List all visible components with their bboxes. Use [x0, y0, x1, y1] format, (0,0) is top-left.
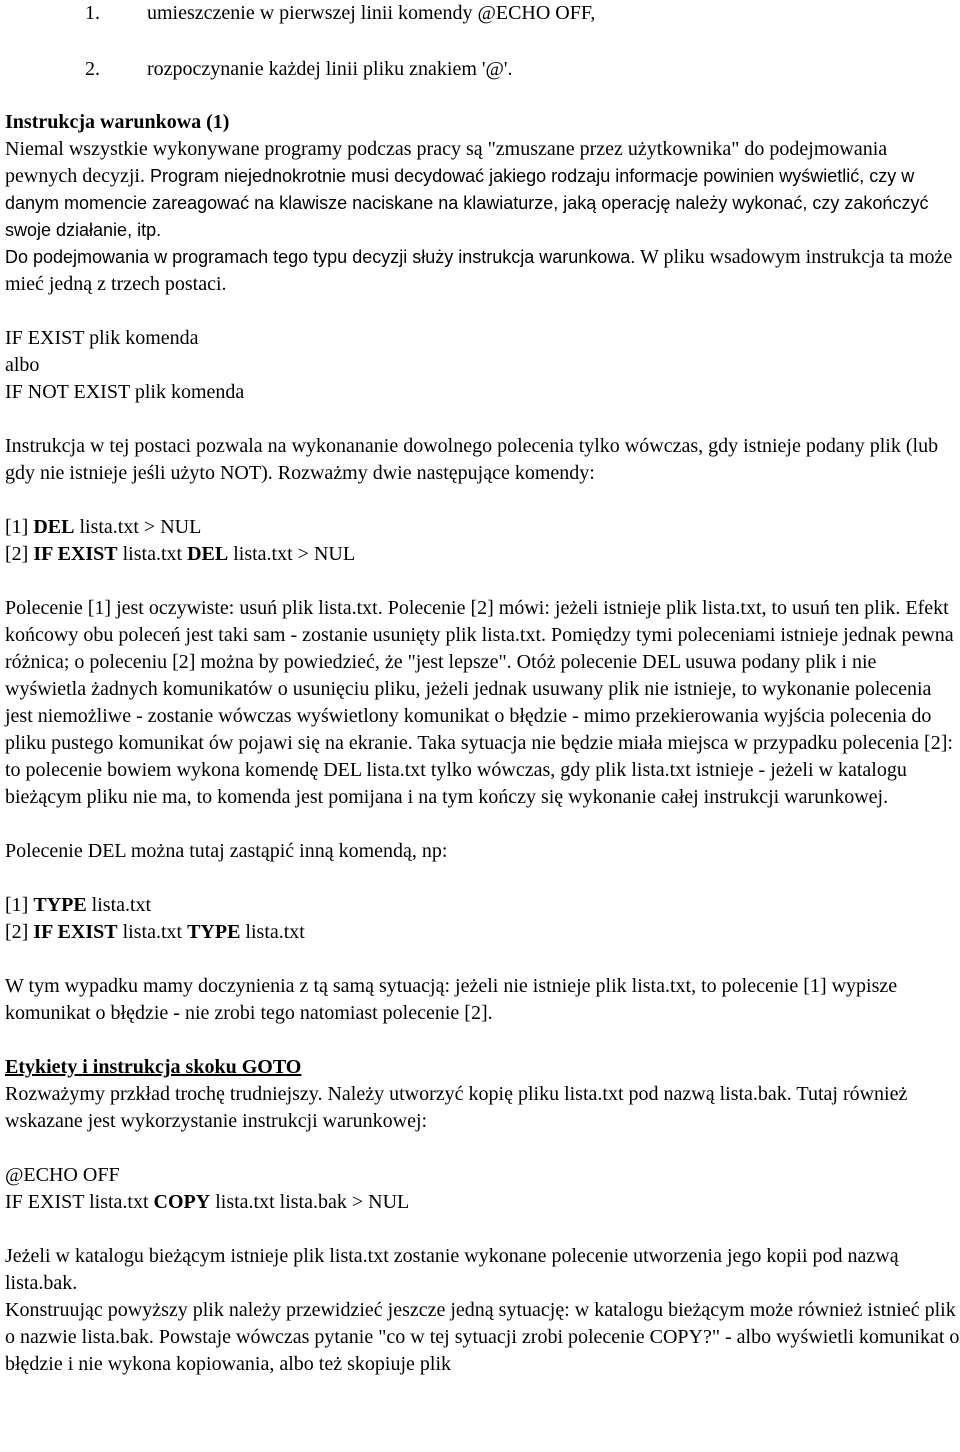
code-line: IF EXIST lista.txt COPY lista.txt lista.bak > NUL [5, 1191, 410, 1213]
code-line: [2] IF EXIST lista.txt DEL lista.txt > NUL [5, 543, 356, 565]
paragraph-intro: Niemal wszystkie wykonywane programy podczas pracy są "zmuszane przez użytkownika" do podejmowania pewnych decyzji. Program niejednokrotnie musi decydować jakiego rodzaju informacje powinien wyświetlić, czy w danym momencie zareagować na klawisze naciskane na klawiaturze, jaką operację należy wykonać, czy zakończyć swoje działanie, itp. [5, 138, 929, 240]
paragraph-replace: Polecenie DEL można tutaj zastąpić inną komendą, np: [5, 840, 448, 862]
paragraph-long: Polecenie [1] jest oczywiste: usuń plik lista.txt. Polecenie [2] mówi: jeżeli istnieje plik lista.txt, to usuń ten plik. Efekt końcowy obu poleceń jest taki sam - zostanie usunięty plik lista.txt. Pomiędzy tymi poleceniami istnieje jednak pewna różnica; o poleceniu [2] można by powiedzieć, że "jest lepsze". Otóż polecenie DEL usuwa podany plik i nie wyświetla żadnych komunikatów o usunięciu pliku, jeżeli jednak usuwany plik nie istnieje, to wykonanie polecenia jest niemożliwe - zostanie wówczas wyświetlony komunikat o błędzie - mimo przekierowania wyjścia polecenia do pliku pustego komunikat ów pojawi się na ekranie. Taka sytuacja nie będzie miała miejsca w przypadku polecenia [2]: to polecenie bowiem wykona komendę DEL lista.txt tylko wówczas, gdy plik lista.txt istnieje - jeżeli w katalogu bieżącym pliku nie ma, to komenda jest pomijana i na tym kończy się wykonanie całej instrukcji warunkowej. [5, 597, 954, 808]
code-line: [2] IF EXIST lista.txt TYPE lista.txt [5, 921, 305, 943]
code-line: @ECHO OFF [5, 1164, 120, 1186]
list-number: 1. [85, 2, 100, 24]
syntax-line: IF EXIST plik komenda [5, 327, 199, 349]
numbered-list [5, 0, 960, 83]
paragraph-intro: Rozważymy przkład trochę trudniejszy. Należy utworzyć kopię pliku lista.txt pod nazwą lista.bak. Tutaj również wskazane jest wykorzystanie instrukcji warunkowej: [5, 1083, 908, 1132]
list-text: rozpoczynanie każdej linii pliku znakiem '@'. [147, 58, 513, 80]
paragraph-decisions: Do podejmowania w programach tego typu decyzji służy instrukcja warunkowa. W pliku wsadowym instrukcja ta może mieć jedną z trzech postaci. [5, 246, 953, 295]
paragraph-case: W tym wypadku mamy doczynienia z tą samą sytuacją: jeżeli nie istnieje plik lista.txt, to polecenie [1] wypisze komunikat o błędzie - nie zrobi tego natomiast polecenie [2]. [5, 975, 898, 1024]
syntax-or: albo [5, 354, 40, 376]
list-number: 2. [85, 58, 100, 80]
code-line: [1] TYPE lista.txt [5, 894, 152, 916]
paragraph: Jeżeli w katalogu bieżącym istnieje plik lista.txt zostanie wykonane polecenie utworzenia jego kopii pod nazwą lista.bak. [5, 1245, 899, 1294]
section-heading: Etykiety i instrukcja skoku GOTO [5, 1056, 302, 1078]
list-text: umieszczenie w pierwszej linii komendy @ECHO OFF, [147, 2, 596, 24]
section-heading: Instrukcja warunkowa (1) [5, 111, 230, 133]
syntax-line: IF NOT EXIST plik komenda [5, 381, 245, 403]
list-item [5, 0, 960, 27]
paragraph: Konstruując powyższy plik należy przewidzieć jeszcze jedną sytuację: w katalogu bieżącym może również istnieć plik o nazwie lista.bak. Powstaje wówczas pytanie "co w tej sytuacji zrobi polecenie COPY?" - albo wyświetli komunikat o błędzie i nie wykona kopiowania, albo też skopiuje plik [5, 1299, 960, 1375]
list-item [5, 56, 960, 83]
code-line: [1] DEL lista.txt > NUL [5, 516, 202, 538]
paragraph-explain: Instrukcja w tej postaci pozwala na wykonananie dowolnego polecenia tylko wówczas, gdy istnieje podany plik (lub gdy nie istnieje jeśli użyto NOT). Rozważmy dwie następujące komendy: [5, 435, 939, 484]
